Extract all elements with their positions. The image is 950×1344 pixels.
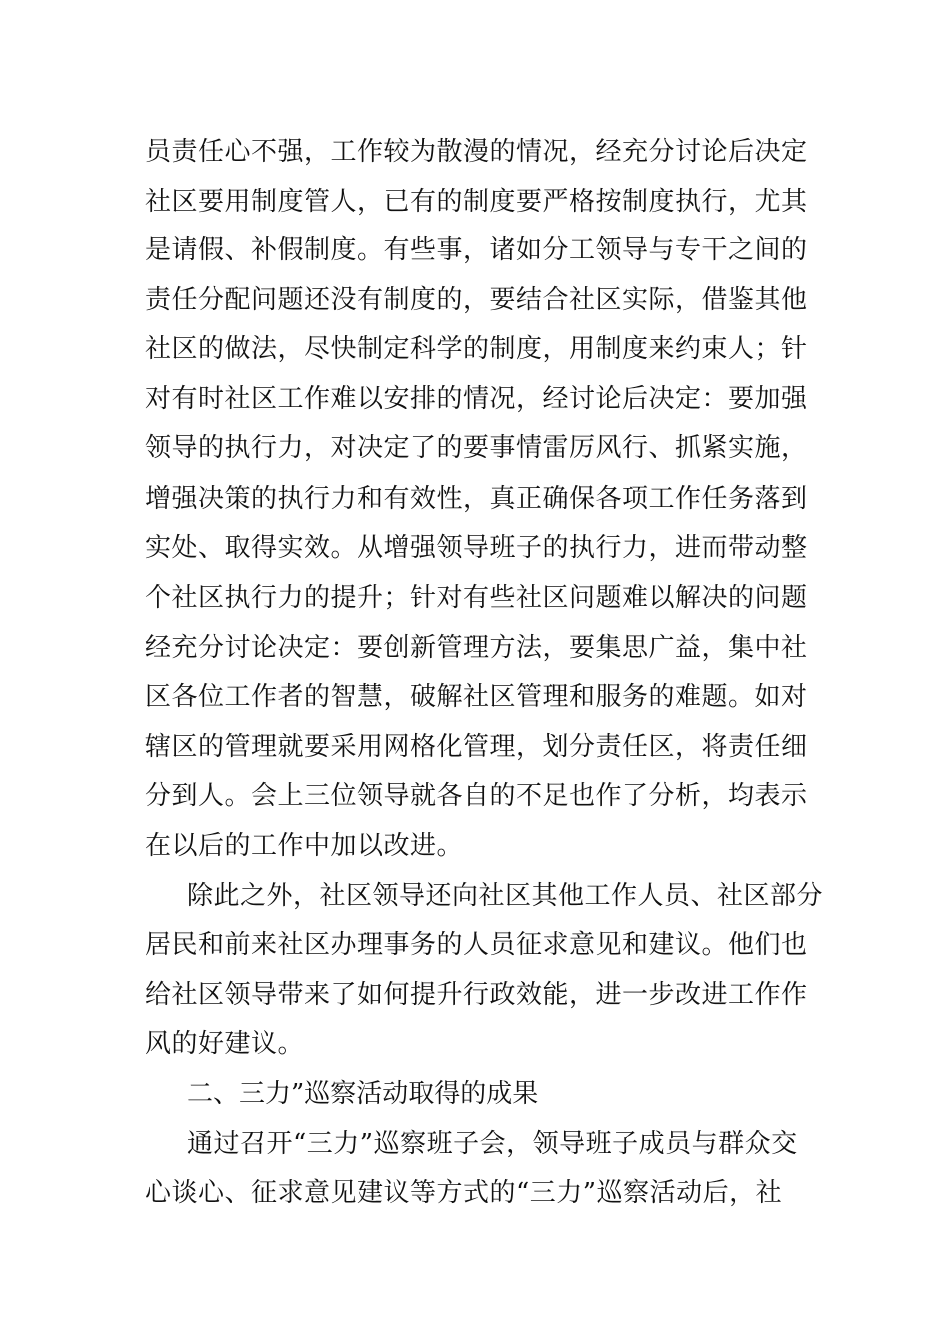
text-line: 风的好建议。: [145, 1029, 305, 1059]
text-line: 增强决策的执行力和有效性，真正确保各项工作任务落到: [145, 484, 808, 514]
text-line: 社区要用制度管人，已有的制度要严格按制度执行，尤其: [145, 187, 808, 217]
text-line: 领导的执行力，对决定了的要事情雷厉风行、抓紧实施，: [145, 433, 808, 463]
text-line: 是请假、补假制度。有些事，诸如分工领导与专干之间的: [145, 235, 808, 265]
section-heading: 二、三力”巡察活动取得的成果: [187, 1079, 539, 1109]
text-line: 通过召开“三力”巡察班子会，领导班子成员与群众交: [187, 1129, 798, 1159]
text-line: 社区的做法，尽快制定科学的制度，用制度来约束人；针: [145, 334, 808, 364]
text-line: 对有时社区工作难以安排的情况，经讨论后决定：要加强: [145, 384, 808, 414]
text-line: 在以后的工作中加以改进。: [145, 831, 464, 861]
text-line: 区各位工作者的智慧，破解社区管理和服务的难题。如对: [145, 682, 808, 712]
text-line: 个社区执行力的提升；针对有些社区问题难以解决的问题: [145, 583, 808, 613]
text-line: 经充分讨论决定：要创新管理方法，要集思广益，集中社: [145, 633, 808, 663]
text-line: 除此之外，社区领导还向社区其他工作人员、社区部分: [187, 881, 824, 911]
text-line: 居民和前来社区办理事务的人员征求意见和建议。他们也: [145, 930, 808, 960]
text-line: 责任分配问题还没有制度的，要结合社区实际，借鉴其他: [145, 285, 808, 315]
text-line: 实处、取得实效。从增强领导班子的执行力，进而带动整: [145, 533, 808, 563]
text-line: 辖区的管理就要采用网格化管理，划分责任区，将责任细: [145, 732, 808, 762]
text-line: 分到人。会上三位领导就各自的不足也作了分析，均表示: [145, 781, 808, 811]
text-line: 给社区领导带来了如何提升行政效能，进一步改进工作作: [145, 980, 808, 1010]
text-line: 员责任心不强，工作较为散漫的情况，经充分讨论后决定: [145, 137, 808, 167]
text-line: 心谈心、征求意见建议等方式的“三力”巡察活动后，社: [145, 1178, 783, 1208]
